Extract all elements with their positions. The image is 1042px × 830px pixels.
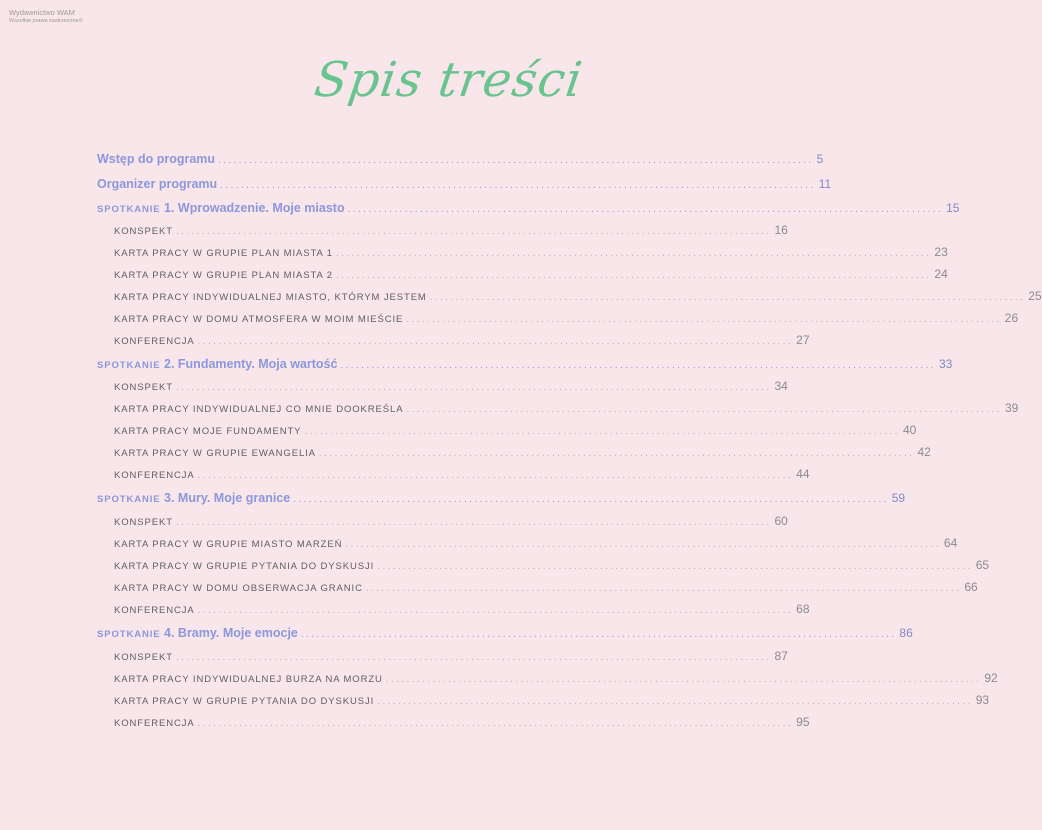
section-title: 4. Bramy. Moje emocje xyxy=(164,626,298,640)
toc-subentry[interactable] xyxy=(114,536,958,550)
toc-entry-label: Wstęp do programu xyxy=(97,152,216,166)
toc-subentry[interactable] xyxy=(114,580,978,594)
toc-section-entry[interactable] xyxy=(97,357,953,371)
toc-subentry[interactable] xyxy=(114,401,1019,415)
toc-entry-label: KONSPEKT xyxy=(114,382,173,393)
toc-section-entry[interactable] xyxy=(97,491,906,505)
dot-leader: ................................................................................................................... xyxy=(340,360,936,371)
toc-entry-page: 59 xyxy=(891,491,906,505)
dot-leader: ................................................................................................................... xyxy=(197,718,794,729)
toc-entry-label: KONSPEKT xyxy=(114,517,173,528)
dot-leader: ................................................................................................................... xyxy=(385,674,982,685)
toc-entry-label: KARTA PRACY W GRUPIE EWANGELIA xyxy=(114,448,316,459)
toc-entry-page: 25 xyxy=(1028,289,1042,303)
toc-entry-label: KARTA PRACY W DOMU OBSERWACJA GRANIC xyxy=(114,583,363,594)
toc-entry-page: 93 xyxy=(975,693,990,707)
dot-leader: ................................................................................................................... xyxy=(175,382,772,393)
toc-entry-page: 86 xyxy=(899,626,913,640)
dot-leader: ................................................................................................................... xyxy=(365,583,962,594)
section-prefix: SPOTKANIE xyxy=(97,204,161,215)
dot-leader: ................................................................................................................... xyxy=(175,517,772,528)
toc-subentry[interactable] xyxy=(114,602,810,616)
toc-section-entry[interactable] xyxy=(97,626,913,640)
dot-leader: ................................................................................................................... xyxy=(429,292,1026,303)
toc-subentry[interactable] xyxy=(114,671,998,685)
toc-entry-page: 11 xyxy=(818,177,832,191)
copyright-notice: Wszelkie prawa zastrzeżone© xyxy=(9,18,83,24)
toc-entry-page: 66 xyxy=(964,580,978,594)
toc-subentry[interactable] xyxy=(114,245,948,259)
toc-entry-page: 15 xyxy=(946,201,960,215)
toc-entry-page: 34 xyxy=(774,379,788,393)
dot-leader: ................................................................................................................... xyxy=(377,696,973,707)
toc-entry-page: 60 xyxy=(774,514,788,528)
toc-entry-label: KARTA PRACY INDYWIDUALNEJ CO MNIE DOOKREŚLA xyxy=(114,404,404,415)
toc-entry-label xyxy=(97,357,337,371)
toc-entry-label: KONFERENCJA xyxy=(114,605,195,616)
toc-subentry[interactable] xyxy=(114,267,948,281)
toc-subentry[interactable] xyxy=(114,223,788,237)
toc-entry-label: KARTA PRACY INDYWIDUALNEJ MIASTO, KTÓRYM JESTEM xyxy=(114,292,427,303)
dot-leader: ................................................................................................................... xyxy=(335,248,932,259)
toc-subentry[interactable] xyxy=(114,467,810,481)
toc-subentry[interactable] xyxy=(114,333,810,347)
publisher-name: Wydawnictwo WAM xyxy=(9,8,75,17)
toc-entry-label: KONSPEKT xyxy=(114,652,173,663)
toc-entry-label: KARTA PRACY MOJE FUNDAMENTY xyxy=(114,426,302,437)
toc-subentry[interactable] xyxy=(114,423,917,437)
toc-subentry[interactable] xyxy=(114,693,990,707)
toc-entry-label: KONSPEKT xyxy=(114,226,173,237)
publisher-note xyxy=(9,8,83,26)
dot-leader: ................................................................................................................... xyxy=(335,270,932,281)
toc-entry-page: 40 xyxy=(902,423,917,437)
toc-entry-page: 39 xyxy=(1004,401,1019,415)
dot-leader: ................................................................................................................... xyxy=(175,226,772,237)
toc-subentry[interactable] xyxy=(114,514,788,528)
toc-entry-page: 44 xyxy=(796,467,810,481)
dot-leader: ................................................................................................................... xyxy=(377,561,973,572)
toc-entry-label xyxy=(97,201,345,215)
toc-subentry[interactable] xyxy=(114,715,810,729)
dot-leader: ................................................................................................................... xyxy=(293,494,889,505)
section-title: 3. Mury. Moje granice xyxy=(164,491,291,505)
toc-entry-label: KARTA PRACY INDYWIDUALNEJ BURZA NA MORZU xyxy=(114,674,383,685)
toc-subentry[interactable] xyxy=(114,289,1042,303)
toc-entry-label: KONFERENCJA xyxy=(114,336,195,347)
section-title: 1. Wprowadzenie. Moje miasto xyxy=(164,201,345,215)
toc-entry-label: KARTA PRACY W GRUPIE PLAN MIASTA 2 xyxy=(114,270,333,281)
toc-subentry[interactable] xyxy=(114,558,990,572)
section-prefix: SPOTKANIE xyxy=(97,494,161,505)
toc-entry-page: 87 xyxy=(774,649,788,663)
toc-entry-label: Organizer programu xyxy=(97,177,218,191)
toc-entry-page: 92 xyxy=(984,671,998,685)
dot-leader: ................................................................................................................... xyxy=(197,470,794,481)
dot-leader: ................................................................................................................... xyxy=(406,314,1002,325)
toc-subentry[interactable] xyxy=(114,649,788,663)
dot-leader: ................................................................................................................... xyxy=(218,155,814,166)
dot-leader: ................................................................................................................... xyxy=(406,404,1002,415)
dot-leader: ................................................................................................................... xyxy=(197,336,794,347)
section-title: 2. Fundamenty. Moja wartość xyxy=(164,357,338,371)
toc-entry-page: 5 xyxy=(816,152,824,166)
section-prefix: SPOTKANIE xyxy=(97,629,161,640)
toc-entry-label xyxy=(97,626,298,640)
toc-subentry[interactable] xyxy=(114,445,931,459)
toc-entry[interactable] xyxy=(97,177,832,191)
toc-subentry[interactable] xyxy=(114,311,1019,325)
toc-entry-page: 65 xyxy=(975,558,990,572)
toc-entry-page: 42 xyxy=(917,445,931,459)
toc-entry-page: 68 xyxy=(796,602,810,616)
dot-leader: ................................................................................................................... xyxy=(304,426,900,437)
toc-entry-label: KARTA PRACY W GRUPIE PYTANIA DO DYSKUSJI xyxy=(114,561,375,572)
toc-entry-page: 64 xyxy=(943,536,958,550)
toc-entry-page: 16 xyxy=(774,223,788,237)
toc-entry-page: 23 xyxy=(934,245,948,259)
toc-entry-label: KONFERENCJA xyxy=(114,718,195,729)
toc-entry-page: 26 xyxy=(1004,311,1019,325)
toc-subentry[interactable] xyxy=(114,379,788,393)
toc-entry-page: 27 xyxy=(796,333,810,347)
dot-leader: ................................................................................................................... xyxy=(300,629,897,640)
toc-entry-page: 33 xyxy=(938,357,953,371)
dot-leader: ................................................................................................................... xyxy=(175,652,772,663)
toc-entry-label: KARTA PRACY W GRUPIE PYTANIA DO DYSKUSJI xyxy=(114,696,375,707)
toc-entry-label: KARTA PRACY W DOMU ATMOSFERA W MOIM MIEŚCIE xyxy=(114,314,404,325)
toc-entry[interactable] xyxy=(97,152,824,166)
toc-entry-label xyxy=(97,491,290,505)
page-title: Spis treści xyxy=(311,52,587,108)
toc-entry-label: KONFERENCJA xyxy=(114,470,195,481)
dot-leader: ................................................................................................................... xyxy=(197,605,794,616)
toc-entry-label: KARTA PRACY W GRUPIE MIASTO MARZEŃ xyxy=(114,539,343,550)
dot-leader: ................................................................................................................... xyxy=(347,204,944,215)
dot-leader: ................................................................................................................... xyxy=(345,539,941,550)
toc-entry-page: 95 xyxy=(796,715,810,729)
toc-entry-page: 24 xyxy=(934,267,948,281)
toc-entry-label: KARTA PRACY W GRUPIE PLAN MIASTA 1 xyxy=(114,248,333,259)
section-prefix: SPOTKANIE xyxy=(97,360,161,371)
dot-leader: ................................................................................................................... xyxy=(220,180,816,191)
toc-section-entry[interactable] xyxy=(97,201,960,215)
dot-leader: ................................................................................................................... xyxy=(318,448,915,459)
